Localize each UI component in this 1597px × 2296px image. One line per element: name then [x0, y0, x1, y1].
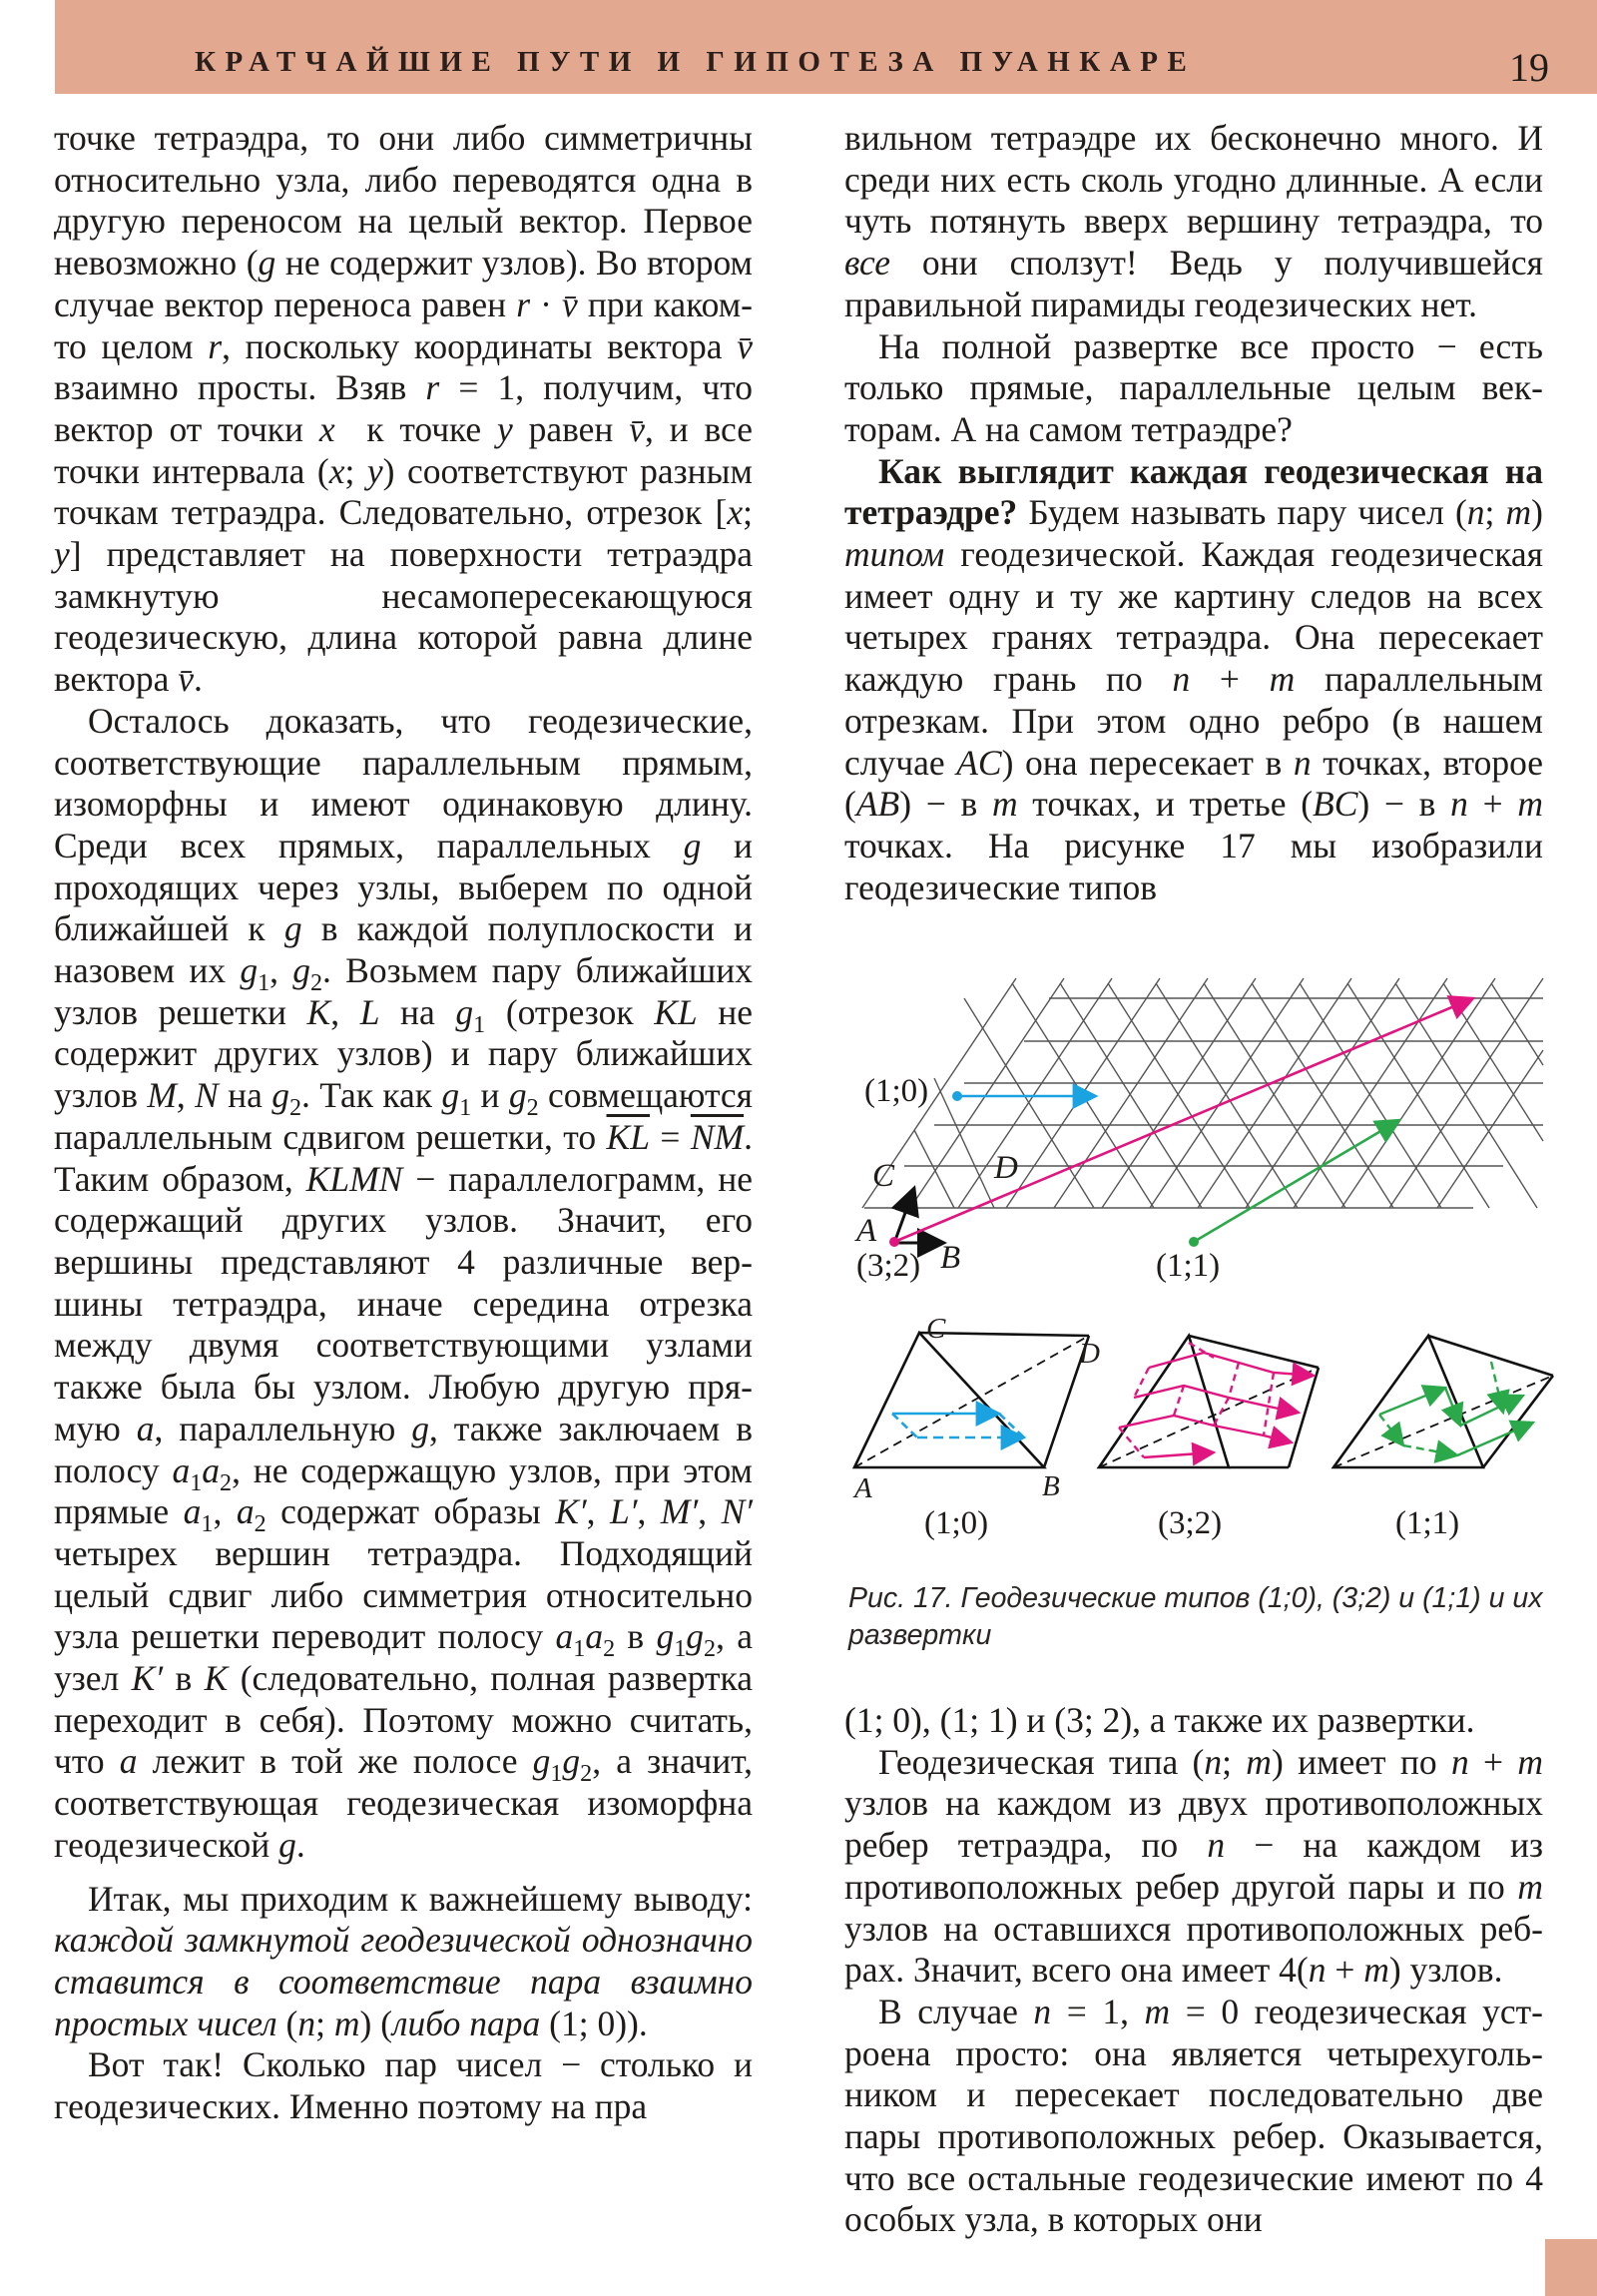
- paragraph: На полной развертке все просто − есть только прямые, параллельные целым векторам. А на самом тетраэдре?: [844, 325, 1543, 449]
- tet-label-10: (1;0): [924, 1505, 989, 1541]
- point-c-label: C: [872, 1158, 895, 1194]
- figure-drawing: [844, 958, 1563, 1577]
- paragraph: вильном тетраэдре их бесконечно много. И среди них есть сколь угодно длинные. А если чуть потянуть вверх вершину тетраэдра, то все они сползут! Ведь у получившейся правильной пирамиды геодезических нет.: [844, 118, 1543, 324]
- right-column: [844, 118, 1543, 908]
- tetrahedron-32: [1099, 1336, 1319, 1467]
- running-title: КРАТЧАЙШИЕ ПУТИ И ГИПОТЕЗА ПУАНКАРЕ: [195, 46, 1197, 78]
- tetrahedron-11: [1333, 1336, 1553, 1467]
- paragraph: Геодезическая типа (n; m) имеет по n + m узлов на каждом из двух противоположных ребер тетраэдра, по n − на каждом из противоположных ребер другой пары и по m узлов на оставшихся противоположных ребрах. Значит, всего она имеет 4(n + m) узлов.: [844, 1741, 1543, 1991]
- left-column: [54, 118, 753, 2128]
- right-column-bottom: [844, 1700, 1543, 2241]
- paragraph: точке тетраэдра, то они либо симметричны относительно узла, либо переводятся одна в другую переносом на целый вектор. Первое невозможно (g не содержит узлов). Во втором случае вектор переноса равен r · v̄ при каком-то целом r, поскольку координаты вектора v̄ взаимно просты. Взяв r = 1, получим, что вектор от точки x к точке y равен v̄, и все точки интервала (x; y) соответствуют разным точкам тетраэдра. Следовательно, отрезок [x; y] представляет на поверхности тетраэдра замкнутую несамопересекающуюся геодезическую, длина которой равна длине вектора v̄.: [54, 118, 753, 700]
- paragraph: Итак, мы приходим к важнейшему выводу: каждой замкнутой геодезической однозначно ставится в соответствие пара взаимно простых чисел (n; m) (либо пара (1; 0)).: [54, 1878, 753, 2043]
- tet-point-a-label: A: [854, 1472, 872, 1504]
- geodesic-32-start: [889, 1237, 899, 1247]
- paragraph: Осталось доказать, что геодезические, соответствующие параллельным прямым, изоморфны и имеют одинаковую длину. Среди всех прямых, параллельных g и проходящих через узлы, выберем по одной ближайшей к g в каждой полуплоскости и назовем их $g_1$, $g_2$. Возьмем пару ближайших узлов решетки K, L на $g_1$ (отрезок KL не содержит других узлов) и пару ближайших узлов M, N на $g_2$. Так как $g_1$ и $g_2$ совмещаются параллельным сдвигом решетки, то $\overline{KL} = \overline{NM}$. Таким образом, KLMN − параллелограмм, не содержащий других узлов. Значит, его вершины представляют 4 различные вершины тетраэдра, иначе середина отрезка между двумя соответствующими узлами также была бы узлом. Любую другую прямую a, параллельную g, также заключаем в полосу $a_1a_2$, не содержащую узлов, при этом прямые $a_1$, $a_2$ содержат образы K′, L′, M′, N′ четырех вершин тетраэдра. Подходящий целый сдвиг либо симметрия относительно узла решетки переводит полосу $a_1a_2$ в $g_1g_2$, а узел K′ в K (следовательно, полная развертка переходит в себя). Поэтому можно считать, что a лежит в той же полосе $g_1g_2$, а значит, соответствующая геодезическая изоморфна геодезической g.: [54, 700, 754, 1865]
- paragraph: (1; 0), (1; 1) и (3; 2), а также их развертки.: [844, 1700, 1475, 1740]
- paragraph: Как выглядит каждая геодезическая на тетраэдре? Будем называть пару чисел (n; m) типом геодезической. Каждая геодезическая имеет одну и ту же картину следов на всех четырех гранях тетраэдра. Она пересекает каждую грань по n + m параллельным отрезкам. При этом одно ребро (в нашем случае AC) она пересекает в n точках, второе (AB) − в m точках, и третье (BC) − в n + m точках. На рисунке 17 мы изобразили геодезические типов: [844, 450, 1544, 907]
- page-header: [55, 0, 1597, 94]
- tet-point-b-label: B: [1042, 1470, 1060, 1502]
- tet-label-11: (1;1): [1395, 1505, 1460, 1541]
- lattice-label-11: (1;1): [1156, 1248, 1221, 1284]
- geodesic-11-start: [1189, 1237, 1199, 1247]
- tet-point-d-label: D: [1079, 1338, 1100, 1370]
- lattice-label-10: (1;0): [864, 1073, 929, 1109]
- corner-marker: [1545, 2239, 1597, 2296]
- figure-17: [844, 958, 1563, 1577]
- figure-caption: Рис. 17. Геодезические типов (1;0), (3;2) и (1;1) и их развертки: [848, 1582, 1543, 1651]
- point-a-label: A: [856, 1213, 877, 1249]
- paragraph: В случае n = 1, m = 0 геодезическая устроена просто: она является четырехугольником и пересекает последовательно две пары противоположных ребер. Оказывается, что все остальные геодезические имеют по 4 особых узла, в которых они: [844, 1991, 1543, 2240]
- point-d-label: D: [994, 1150, 1018, 1186]
- geodesic-10-start: [952, 1091, 962, 1101]
- geodesic-11-line: [1194, 1120, 1399, 1242]
- tetrahedron-10: [852, 1313, 1100, 1504]
- tet-label-32: (3;2): [1158, 1505, 1223, 1541]
- page-number: 19: [1509, 45, 1549, 90]
- tet-point-c-label: C: [926, 1313, 946, 1345]
- point-b-label: B: [940, 1240, 961, 1276]
- lattice-label-32: (3;2): [856, 1248, 921, 1284]
- paragraph: Вот так! Сколько пар чисел − столько и геодезических. Именно поэтому на пра: [54, 2044, 753, 2127]
